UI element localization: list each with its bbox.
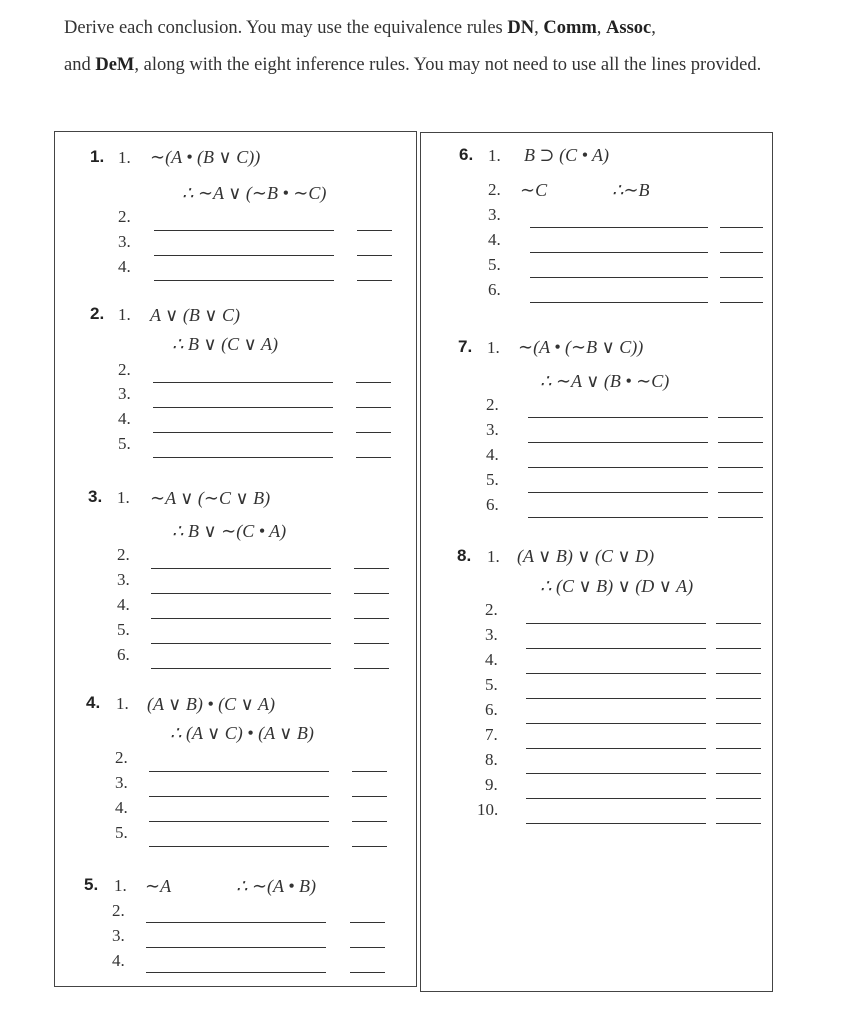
premise: B ⊃ (C • A) xyxy=(524,145,610,165)
answer-line[interactable] xyxy=(151,618,331,619)
line-number: 5. xyxy=(118,434,131,453)
justification-line[interactable] xyxy=(352,846,387,847)
answer-line[interactable] xyxy=(528,467,708,468)
justification-line[interactable] xyxy=(350,922,385,923)
instructions xyxy=(64,10,794,84)
justification-line[interactable] xyxy=(716,623,761,624)
answer-line[interactable] xyxy=(530,302,708,303)
line-number: 1. xyxy=(118,305,131,324)
premise: ∼C xyxy=(520,180,548,200)
line-number: 6. xyxy=(488,280,501,299)
justification-line[interactable] xyxy=(356,407,391,408)
rule-comm: Comm xyxy=(543,18,597,38)
justification-line[interactable] xyxy=(354,593,389,594)
line-number: 7. xyxy=(485,725,498,744)
answer-line[interactable] xyxy=(528,417,708,418)
line-number: 2. xyxy=(488,180,501,199)
line-number: 6. xyxy=(117,645,130,664)
answer-line[interactable] xyxy=(526,823,706,824)
answer-line[interactable] xyxy=(526,773,706,774)
justification-line[interactable] xyxy=(718,517,763,518)
premise: (A ∨ B) ∨ (C ∨ D) xyxy=(517,546,655,566)
line-number: 5. xyxy=(486,470,499,489)
problem-number: 5. xyxy=(84,875,99,894)
answer-line[interactable] xyxy=(528,442,708,443)
conclusion: ∴ B ∨ (C ∨ A) xyxy=(172,334,278,354)
justification-line[interactable] xyxy=(716,673,761,674)
line-number: 5. xyxy=(115,823,128,842)
problem-number: 3. xyxy=(88,487,103,506)
answer-line[interactable] xyxy=(151,643,331,644)
justification-line[interactable] xyxy=(716,748,761,749)
justification-line[interactable] xyxy=(357,230,392,231)
line-number: 4. xyxy=(486,445,499,464)
line-number: 3. xyxy=(118,384,131,403)
line-number: 10. xyxy=(477,800,499,819)
separator: , xyxy=(651,18,656,38)
conclusion: ∴ ∼A ∨ (B • ∼C) xyxy=(540,371,670,391)
line-number: 1. xyxy=(118,148,131,167)
rule-dn: DN xyxy=(507,18,535,38)
justification-line[interactable] xyxy=(350,947,385,948)
answer-line[interactable] xyxy=(153,382,333,383)
line-number: 6. xyxy=(486,495,499,514)
line-number: 2. xyxy=(486,395,499,414)
line-number: 3. xyxy=(486,420,499,439)
line-number: 2. xyxy=(118,360,131,379)
answer-line[interactable] xyxy=(146,947,326,948)
answer-line[interactable] xyxy=(528,492,708,493)
justification-line[interactable] xyxy=(720,227,763,228)
answer-line[interactable] xyxy=(149,771,329,772)
answer-line[interactable] xyxy=(526,623,706,624)
line-number: 3. xyxy=(118,232,131,251)
answer-line[interactable] xyxy=(146,972,326,973)
line-number: 3. xyxy=(112,926,125,945)
answer-line[interactable] xyxy=(149,846,329,847)
justification-line[interactable] xyxy=(354,643,389,644)
line-number: 4. xyxy=(488,230,501,249)
justification-line[interactable] xyxy=(720,252,763,253)
line-number: 1. xyxy=(488,146,501,165)
answer-line[interactable] xyxy=(530,252,708,253)
justification-line[interactable] xyxy=(352,796,387,797)
line-number: 4. xyxy=(115,798,128,817)
justification-line[interactable] xyxy=(352,821,387,822)
answer-line[interactable] xyxy=(530,227,708,228)
answer-line[interactable] xyxy=(153,432,333,433)
justification-line[interactable] xyxy=(716,723,761,724)
line-number: 4. xyxy=(117,595,130,614)
rule-dem: DeM xyxy=(95,55,135,75)
justification-line[interactable] xyxy=(720,302,763,303)
conclusion: ∴ B ∨ ∼(C • A) xyxy=(172,521,287,541)
premise: A ∨ (B ∨ C) xyxy=(150,305,241,325)
justification-line[interactable] xyxy=(716,648,761,649)
premise: ∼(A • (∼B ∨ C)) xyxy=(518,337,644,357)
justification-line[interactable] xyxy=(356,382,391,383)
problem-number: 1. xyxy=(90,147,105,166)
justification-line[interactable] xyxy=(716,773,761,774)
line-number: 2. xyxy=(115,748,128,767)
line-number: 3. xyxy=(115,773,128,792)
instructions-text: , along with the eight inference rules. You may not need to use all the lines provided. xyxy=(134,55,762,75)
line-number: 3. xyxy=(117,570,130,589)
answer-line[interactable] xyxy=(154,280,334,281)
answer-line[interactable] xyxy=(526,673,706,674)
answer-line[interactable] xyxy=(528,517,708,518)
instructions-text: Derive each conclusion. You may use the equivalence rules xyxy=(64,18,508,38)
line-number: 4. xyxy=(118,409,131,428)
line-number: 9. xyxy=(485,775,498,794)
answer-line[interactable] xyxy=(526,723,706,724)
instructions-text: and xyxy=(64,55,96,75)
premise: ∼(A • (B ∨ C)) xyxy=(150,147,261,167)
justification-line[interactable] xyxy=(357,255,392,256)
answer-line[interactable] xyxy=(530,277,708,278)
justification-line[interactable] xyxy=(718,442,763,443)
line-number: 1. xyxy=(117,488,130,507)
separator: , xyxy=(596,18,607,38)
line-number: 5. xyxy=(485,675,498,694)
line-number: 6. xyxy=(485,700,498,719)
justification-line[interactable] xyxy=(718,467,763,468)
problem-number: 4. xyxy=(86,693,101,712)
problem-number: 8. xyxy=(457,546,472,565)
answer-line[interactable] xyxy=(526,648,706,649)
answer-line[interactable] xyxy=(526,698,706,699)
justification-line[interactable] xyxy=(718,492,763,493)
justification-line[interactable] xyxy=(720,277,763,278)
justification-line[interactable] xyxy=(354,618,389,619)
conclusion: ∴ ∼(A • B) xyxy=(236,876,316,896)
justification-line[interactable] xyxy=(356,432,391,433)
problem-number: 6. xyxy=(459,145,474,164)
justification-line[interactable] xyxy=(718,417,763,418)
justification-line[interactable] xyxy=(352,771,387,772)
line-number: 1. xyxy=(114,876,127,895)
premise: (A ∨ B) • (C ∨ A) xyxy=(147,694,275,714)
answer-line[interactable] xyxy=(151,568,331,569)
conclusion: ∴∼B xyxy=(612,180,650,200)
line-number: 1. xyxy=(487,547,500,566)
line-number: 3. xyxy=(488,205,501,224)
answer-line[interactable] xyxy=(146,922,326,923)
conclusion: ∴ (A ∨ C) • (A ∨ B) xyxy=(170,723,314,743)
line-number: 2. xyxy=(112,901,125,920)
left-problems-box xyxy=(54,131,417,987)
separator: , xyxy=(534,18,544,38)
answer-line[interactable] xyxy=(154,230,334,231)
justification-line[interactable] xyxy=(354,568,389,569)
answer-line[interactable] xyxy=(153,457,333,458)
rule-assoc: Assoc xyxy=(606,18,652,38)
answer-line[interactable] xyxy=(151,668,331,669)
answer-line[interactable] xyxy=(154,255,334,256)
line-number: 4. xyxy=(485,650,498,669)
justification-line[interactable] xyxy=(356,457,391,458)
answer-line[interactable] xyxy=(149,821,329,822)
line-number: 8. xyxy=(485,750,498,769)
premise: ∼A ∨ (∼C ∨ B) xyxy=(150,488,271,508)
line-number: 4. xyxy=(118,257,131,276)
line-number: 3. xyxy=(485,625,498,644)
line-number: 5. xyxy=(488,255,501,274)
justification-line[interactable] xyxy=(716,823,761,824)
line-number: 2. xyxy=(117,545,130,564)
line-number: 5. xyxy=(117,620,130,639)
justification-line[interactable] xyxy=(350,972,385,973)
justification-line[interactable] xyxy=(354,668,389,669)
premise: ∼A xyxy=(145,876,172,896)
problem-number: 2. xyxy=(90,304,105,323)
line-number: 1. xyxy=(487,338,500,357)
line-number: 4. xyxy=(112,951,125,970)
answer-line[interactable] xyxy=(526,748,706,749)
conclusion: ∴ (C ∨ B) ∨ (D ∨ A) xyxy=(540,576,694,596)
problem-number: 7. xyxy=(458,337,473,356)
line-number: 2. xyxy=(118,207,131,226)
justification-line[interactable] xyxy=(357,280,392,281)
answer-line[interactable] xyxy=(153,407,333,408)
line-number: 2. xyxy=(485,600,498,619)
justification-line[interactable] xyxy=(716,698,761,699)
conclusion: ∴ ∼A ∨ (∼B • ∼C) xyxy=(182,183,327,203)
answer-line[interactable] xyxy=(149,796,329,797)
answer-line[interactable] xyxy=(526,798,706,799)
justification-line[interactable] xyxy=(716,798,761,799)
answer-line[interactable] xyxy=(151,593,331,594)
line-number: 1. xyxy=(116,694,129,713)
